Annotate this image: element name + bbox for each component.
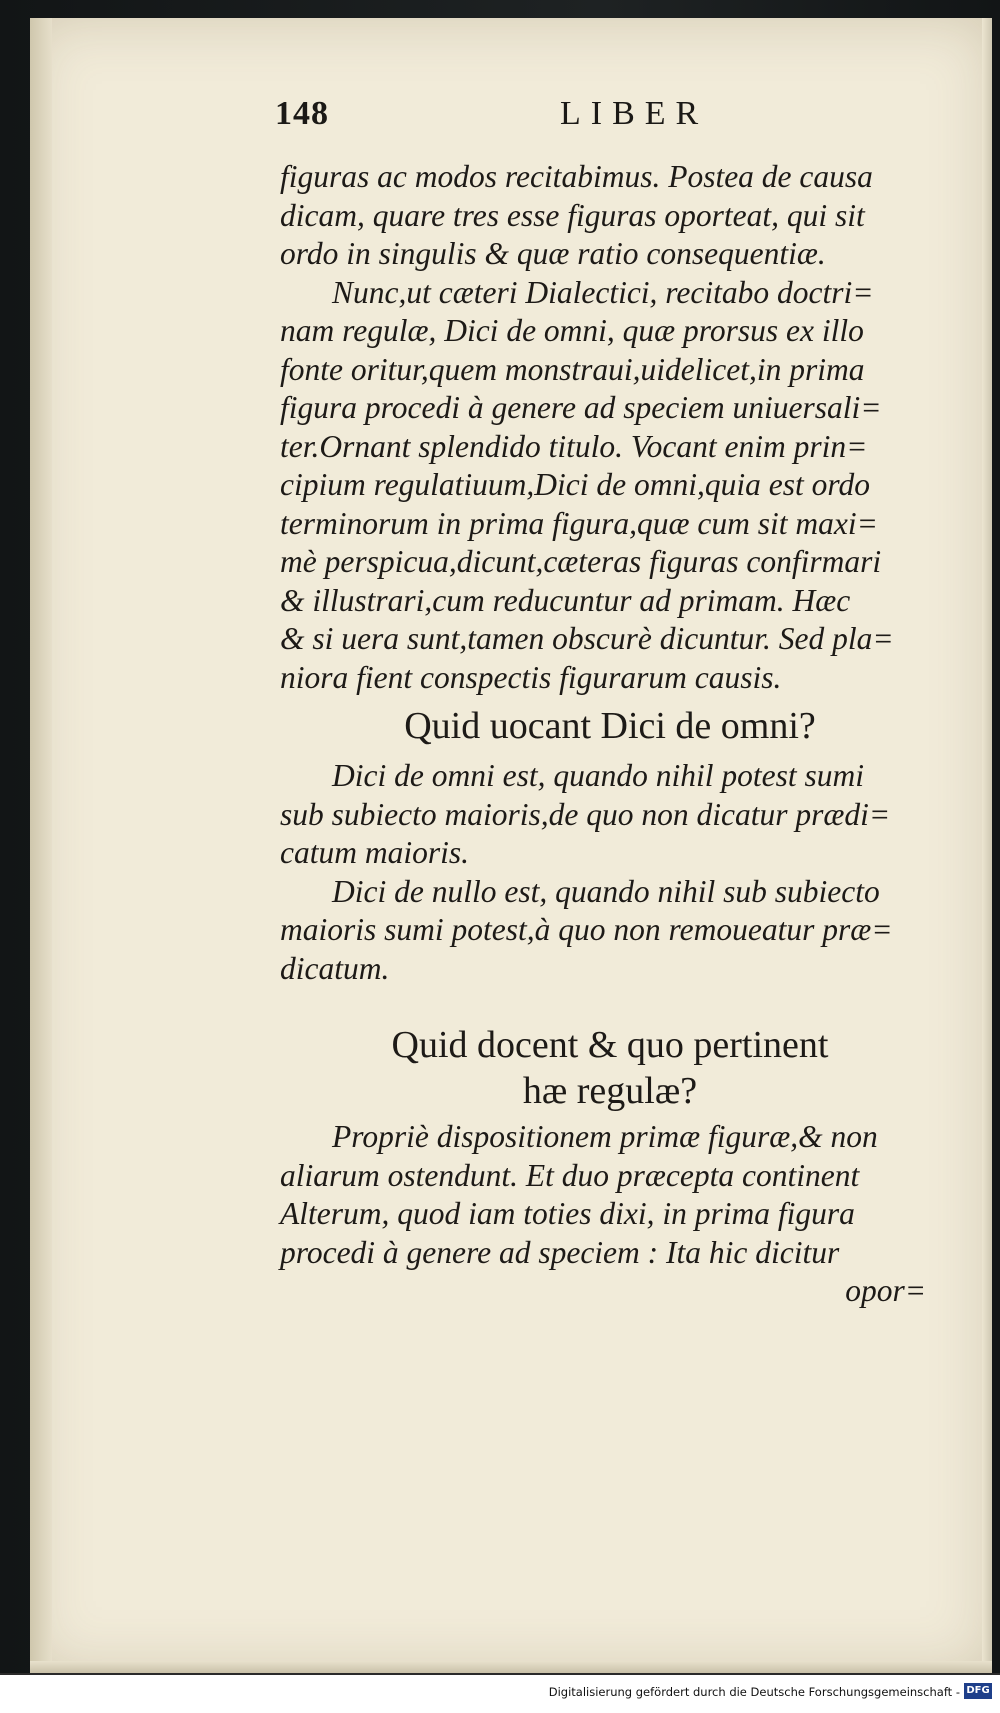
text-line: maioris sumi potest,à quo non remoueatur præ= — [280, 912, 893, 947]
paragraph-2 — [280, 274, 940, 698]
text-line: Alterum, quod iam toties dixi, in prima figura — [280, 1196, 855, 1231]
funding-credit: Digitalisierung gefördert durch die Deutsche Forschungsgemeinschaft - — [548, 1685, 960, 1699]
text-line: procedi à genere ad speciem : Ita hic dicitur — [280, 1234, 840, 1270]
dfg-logo-icon: DFG — [964, 1683, 992, 1699]
text-line: Propriè dispositionem primæ figuræ,& non — [332, 1119, 878, 1154]
footer-divider — [0, 1673, 1000, 1675]
page-gutter — [30, 18, 52, 1673]
section-heading-dici-de-omni: Quid uocant Dici de omni? — [404, 705, 816, 747]
text-line: cipium regulatiuum,Dici de omni,quia est ordo — [280, 467, 870, 502]
page-header — [275, 95, 915, 145]
heading-line: hæ regulæ? — [522, 1070, 698, 1112]
page-body — [280, 158, 940, 1311]
digitization-footer — [0, 1673, 1000, 1713]
heading-line: Quid docent & quo pertinent — [391, 1024, 829, 1066]
text-line: catum maioris. — [280, 835, 469, 870]
text-line: dicam, quare tres esse figuras oporteat, qui sit — [280, 197, 865, 233]
text-line: & si uera sunt,tamen obscurè dicuntur. Sed pla= — [280, 621, 894, 656]
text-line: sub subiecto maioris,de quo non dicatur prædi= — [280, 796, 891, 832]
page-number: 148 — [275, 95, 329, 132]
text-line: Dici de nullo est, quando nihil sub subiecto — [332, 873, 880, 909]
text-line: niora fient conspectis figurarum causis. — [280, 659, 782, 695]
text-line: mè perspicua,dicunt,cæteras figuras confirmari — [280, 544, 882, 579]
text-line: Nunc,ut cæteri Dialectici, recitabo doctri= — [332, 274, 874, 310]
text-line: aliarum ostendunt. Et duo præcepta continent — [280, 1157, 860, 1193]
paragraph-1 — [280, 158, 940, 274]
text-line: fonte oritur,quem monstraui,uidelicet,in prima — [280, 351, 865, 387]
section-heading-quid-docent — [280, 1022, 940, 1114]
running-title: LIBER — [560, 95, 709, 132]
text-line: ter.Ornant splendido titulo. Vocant enim prin= — [280, 428, 868, 464]
text-line: & illustrari,cum reducuntur ad primam. Hæc — [280, 582, 851, 618]
paragraph-proprie — [280, 1118, 940, 1272]
page-fore-edge — [982, 18, 992, 1673]
paragraph-dici-de-nullo — [280, 873, 940, 989]
text-line: figura procedi à genere ad speciem uniuersali= — [280, 390, 882, 425]
page-bottom-edge — [30, 1661, 992, 1673]
text-line: Dici de omni est, quando nihil potest sumi — [332, 758, 864, 793]
catchword: opor= — [845, 1273, 926, 1308]
text-line: figuras ac modos recitabimus. Postea de causa — [280, 159, 873, 194]
text-line: dicatum. — [280, 950, 390, 986]
text-line: nam regulæ, Dici de omni, quæ prorsus ex illo — [280, 313, 864, 348]
text-line: ordo in singulis & quæ ratio consequentiæ. — [280, 236, 826, 271]
text-line: terminorum in prima figura,quæ cum sit maxi= — [280, 505, 878, 541]
paragraph-dici-de-omni — [280, 757, 940, 873]
